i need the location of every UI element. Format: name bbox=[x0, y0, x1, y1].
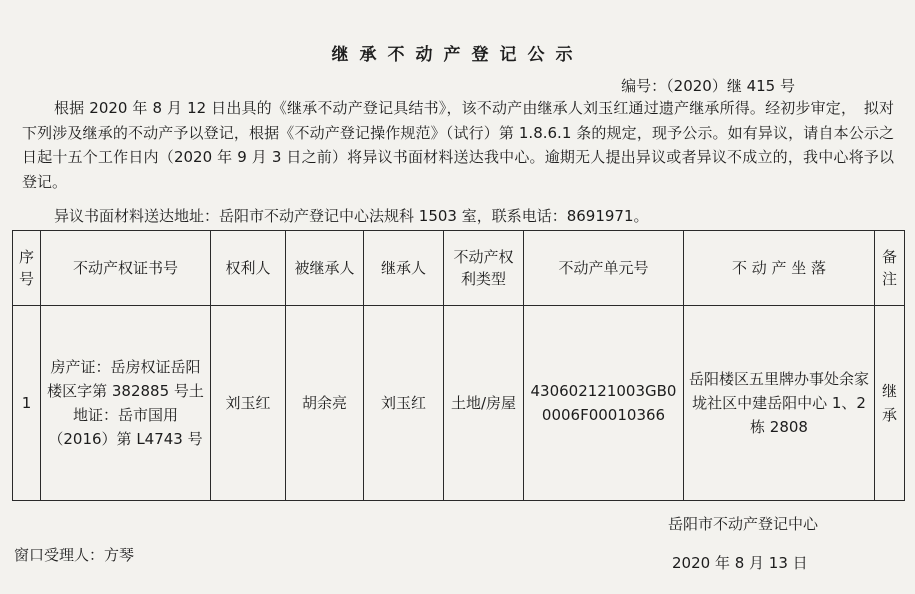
table-header-row bbox=[13, 231, 905, 306]
header-location: 不 动 产 坐 落 bbox=[684, 231, 875, 306]
cell-heir: 刘玉红 bbox=[364, 306, 444, 501]
window-receiver: 窗口受理人：方琴 bbox=[14, 546, 135, 564]
header-remark: 备注 bbox=[875, 231, 905, 306]
cell-unit-no: 430602121003GB00006F00010366 bbox=[524, 306, 684, 501]
header-right-type: 不动产权利类型 bbox=[444, 231, 524, 306]
notice-title: 继承不动产登记公示 bbox=[331, 45, 584, 65]
cell-location: 岳阳楼区五里牌办事处余家垅社区中建岳阳中心 1、2 栋 2808 bbox=[684, 306, 875, 501]
notice-body: 根据 2020 年 8 月 12 日出具的《继承不动产登记具结书》，该不动产由继承人刘玉红通过遗产继承所得。经初步审定， 拟对下列涉及继承的不动产予以登记，根据《不动产登记操作规范》（试行）第 1.8.6.1 条的规定，现予公示。如有异议，请自本公示之日起十五个工作日内（2020 年 9 月 3 日之前）将异议书面材料送达我中心。逾期无人提出异议或者异议不成立的，我中心将予以登记。 bbox=[22, 99, 894, 191]
header-unit-no: 不动产单元号 bbox=[524, 231, 684, 306]
cell-cert: 房产证：岳房权证岳阳楼区字第 382885 号土地证：岳市国用（2016）第 L4743 号 bbox=[41, 306, 211, 501]
cell-remark: 继承 bbox=[875, 306, 905, 501]
registration-table bbox=[12, 230, 905, 501]
cell-seq: 1 bbox=[13, 306, 41, 501]
issue-date: 2020 年 8 月 13 日 bbox=[672, 554, 808, 572]
header-seq: 序号 bbox=[13, 231, 41, 306]
header-owner: 权利人 bbox=[211, 231, 286, 306]
header-cert: 不动产权证书号 bbox=[41, 231, 211, 306]
objection-address: 异议书面材料送达地址：岳阳市不动产登记中心法规科 1503 室，联系电话：8691971。 bbox=[54, 207, 649, 225]
header-heir: 继承人 bbox=[364, 231, 444, 306]
document-number: 编号：（2020）继 415 号 bbox=[621, 77, 795, 95]
cell-decedent: 胡余亮 bbox=[286, 306, 364, 501]
header-decedent: 被继承人 bbox=[286, 231, 364, 306]
cell-right-type: 土地/房屋 bbox=[444, 306, 524, 501]
table-row bbox=[13, 306, 905, 501]
cell-owner: 刘玉红 bbox=[211, 306, 286, 501]
issuing-office: 岳阳市不动产登记中心 bbox=[668, 515, 819, 533]
